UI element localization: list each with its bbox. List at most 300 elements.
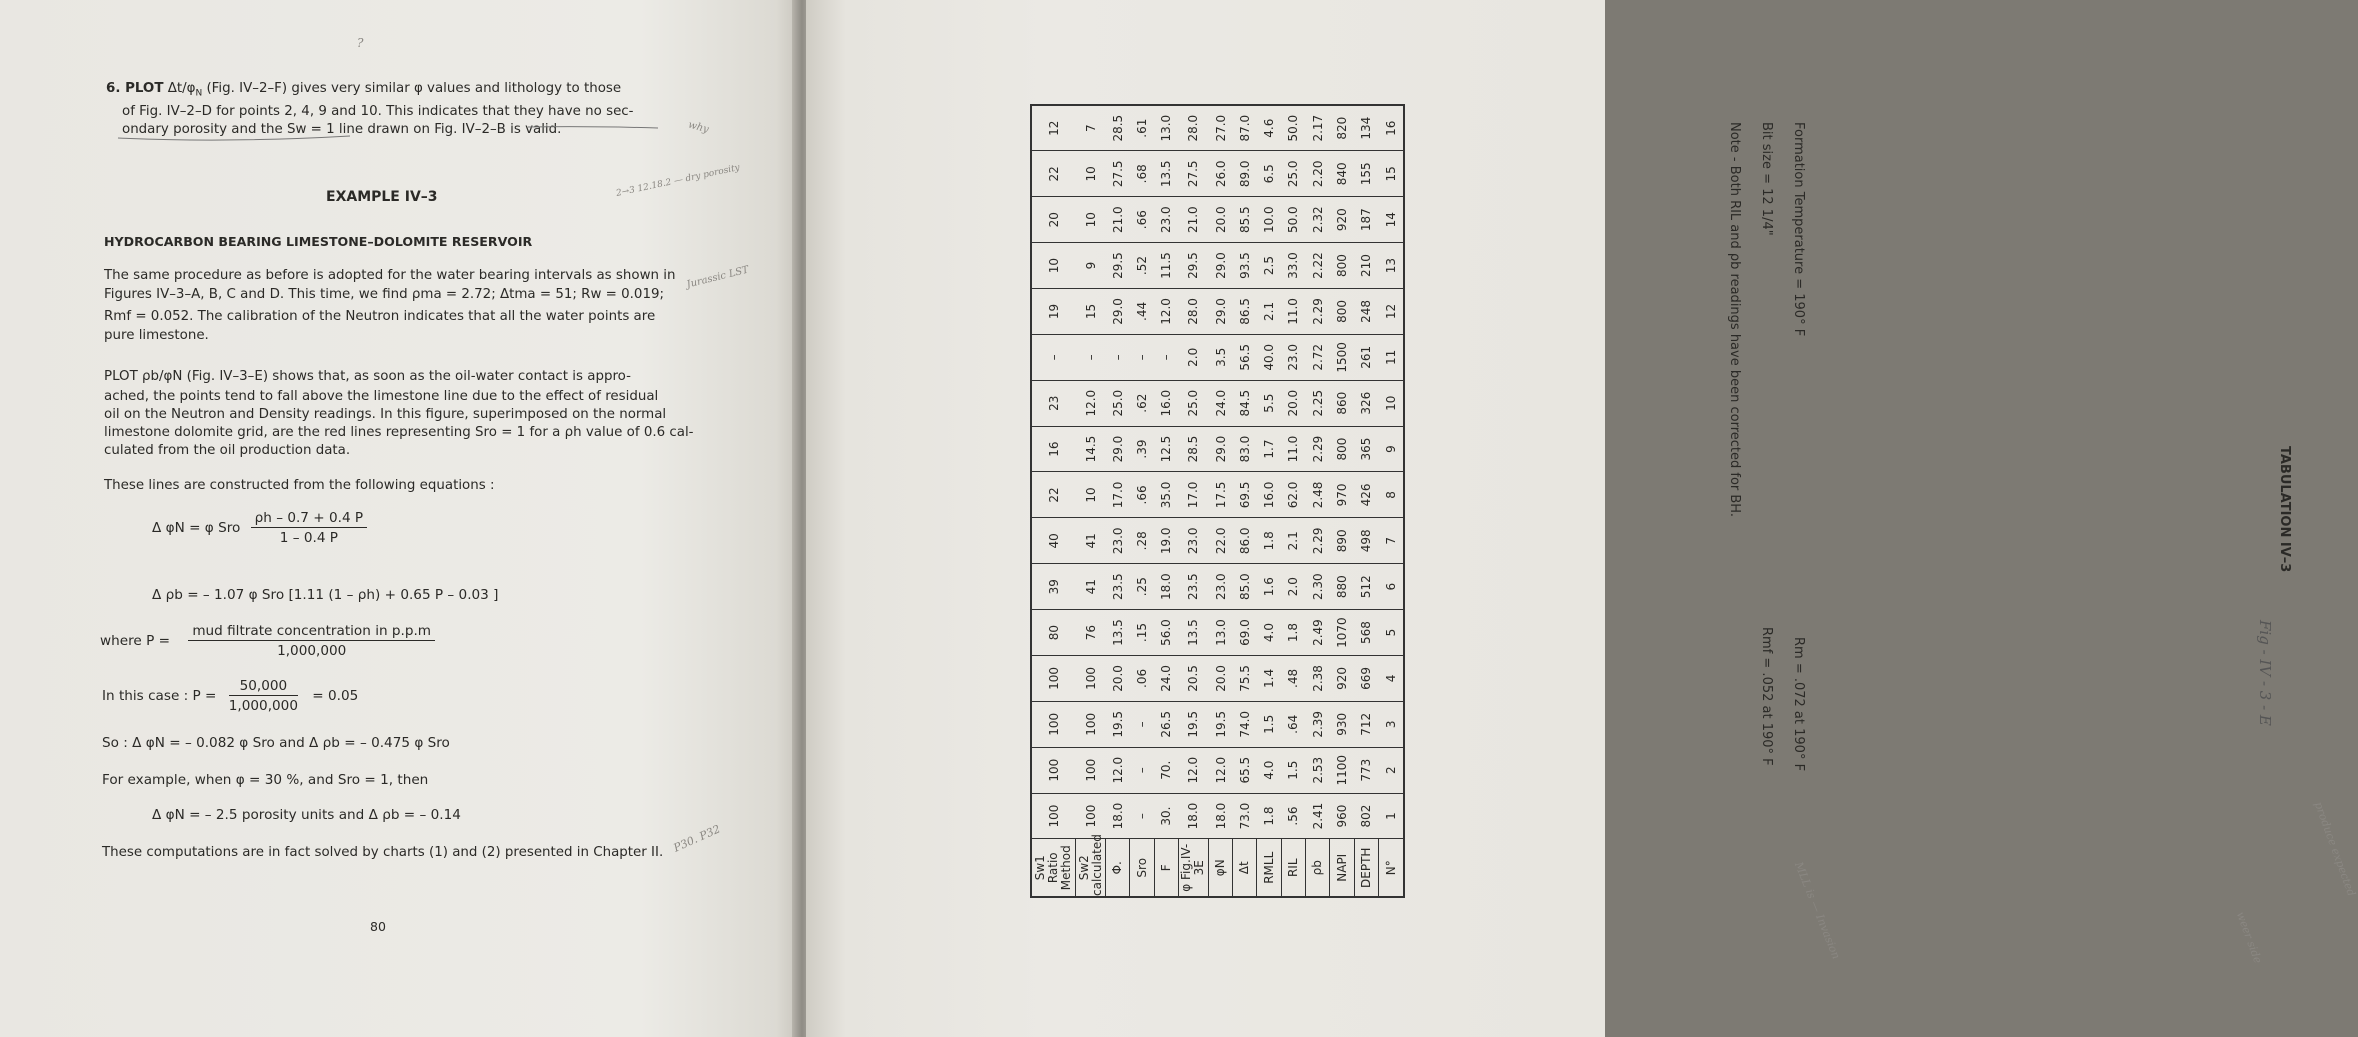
table-cell: 20.5 [1179, 656, 1209, 702]
table-cell: 10.0 [1257, 197, 1281, 243]
column-header: RMLL [1257, 839, 1281, 897]
handwritten-question: ? [357, 36, 364, 50]
table-cell: 712 [1354, 701, 1378, 747]
table-cell: 21.0 [1106, 197, 1130, 243]
table-cell: 18.0 [1208, 793, 1232, 839]
table-cell: 23.0 [1154, 197, 1178, 243]
para-same-line1: The same procedure as before is adopted for the water bearing intervals as shown in [104, 268, 676, 283]
table-cell: 19.5 [1179, 701, 1209, 747]
table-cell: 920 [1330, 197, 1354, 243]
table-cell: 65.5 [1233, 747, 1257, 793]
table-cell: 80 [1031, 610, 1076, 656]
table-cell: 75.5 [1233, 656, 1257, 702]
table-cell: 20.0 [1281, 380, 1305, 426]
table-cell: 2.53 [1306, 747, 1330, 793]
table-cell: 2.72 [1306, 334, 1330, 380]
table-cell: 4.6 [1257, 105, 1281, 151]
table-cell: 1.8 [1281, 610, 1305, 656]
table-cell: 2.29 [1306, 426, 1330, 472]
table-cell: 880 [1330, 564, 1354, 610]
handwritten-weer: weer side [2233, 910, 2265, 966]
table-cell: 134 [1354, 105, 1378, 151]
table-cell: 13.5 [1106, 610, 1130, 656]
para-plot-line1: PLOT ρb/φN (Fig. IV–3–E) shows that, as soon as the oil-water contact is appro- [104, 369, 631, 384]
note-formation-temp: Formation Temperature = 190° F [1791, 122, 1806, 337]
table-cell: 8 [1379, 472, 1404, 518]
table-cell: 11.0 [1281, 289, 1305, 335]
table-cell: 93.5 [1233, 243, 1257, 289]
table-cell: 56.5 [1233, 334, 1257, 380]
table-cell: 1.8 [1257, 793, 1281, 839]
table-cell: 7 [1076, 105, 1106, 151]
table-cell: 29.0 [1208, 289, 1232, 335]
table-cell: 13.0 [1154, 105, 1178, 151]
table-cell: 2.49 [1306, 610, 1330, 656]
table-cell: 23.0 [1179, 518, 1209, 564]
table-cell: .68 [1130, 151, 1154, 197]
table-cell: 3.5 [1208, 334, 1232, 380]
table-column-0 [1379, 105, 1404, 897]
table-cell: 960 [1330, 793, 1354, 839]
table-cell: 13.5 [1179, 610, 1209, 656]
table-cell: 2.48 [1306, 472, 1330, 518]
handwritten-underlines [118, 110, 678, 150]
table-cell: 100 [1076, 793, 1106, 839]
table-cell: 13.0 [1208, 610, 1232, 656]
example-line: For example, when φ = 30 %, and Sro = 1, then [102, 772, 429, 788]
table-cell: 5 [1379, 610, 1404, 656]
table-cell: .52 [1130, 243, 1154, 289]
table-cell: 6.5 [1257, 151, 1281, 197]
table-cell: 62.0 [1281, 472, 1305, 518]
table-cell: 39 [1031, 564, 1076, 610]
table-cell: 20 [1031, 197, 1076, 243]
table-cell: 73.0 [1233, 793, 1257, 839]
handwritten-produce: produce expected [2311, 800, 2358, 899]
equation-1 [152, 510, 367, 546]
table-cell: 1.7 [1257, 426, 1281, 472]
eq4-denominator: 1,000,000 [228, 698, 298, 714]
table-cell: 365 [1354, 426, 1378, 472]
table-cell: 840 [1330, 151, 1354, 197]
table-cell: 2 [1379, 747, 1404, 793]
table-cell: 19 [1031, 289, 1076, 335]
column-header: Sro [1130, 839, 1154, 897]
table-cell: 4 [1379, 656, 1404, 702]
table-cell: 23 [1031, 380, 1076, 426]
para6-line2: of Fig. IV–2–D for points 2, 4, 9 and 10. This indicates that they have no sec- [122, 104, 634, 119]
constructed-text: These lines are constructed from the following equations : [104, 478, 495, 493]
table-cell: 773 [1354, 747, 1378, 793]
table-cell: 16.0 [1154, 380, 1178, 426]
eq4-rhs: = 0.05 [312, 688, 359, 704]
table-cell: 23.0 [1208, 564, 1232, 610]
table-cell: 10 [1076, 197, 1106, 243]
table-cell: 12.5 [1154, 426, 1178, 472]
table-cell: 76 [1076, 610, 1106, 656]
handwritten-fig-ref: Fig - IV - 3 - E [2256, 620, 2274, 726]
table-cell: 86.0 [1233, 518, 1257, 564]
table-cell: 100 [1076, 701, 1106, 747]
table-cell: 426 [1354, 472, 1378, 518]
table-cell: – [1130, 747, 1154, 793]
table-cell: .56 [1281, 793, 1305, 839]
table-cell: – [1076, 334, 1106, 380]
table-cell: 100 [1031, 656, 1076, 702]
para-same-line2: Figures IV–3–A, B, C and D. This time, we find ρma = 2.72; Δtma = 51; Rw = 0.019; [104, 287, 664, 302]
table-cell: 20.0 [1208, 197, 1232, 243]
table-cell: 20.0 [1208, 656, 1232, 702]
table-cell: 9 [1076, 243, 1106, 289]
para6-line1: 6. PLOT $\Delta t/\varphi_N$ (Fig. IV–2–F) gives very similar φ values and lithology to those [106, 81, 622, 99]
table-cell: 15 [1076, 289, 1106, 335]
table-cell: 19.0 [1154, 518, 1178, 564]
table-cell: 13 [1379, 243, 1404, 289]
table-cell: 6 [1379, 564, 1404, 610]
table-cell: 24.0 [1154, 656, 1178, 702]
table-cell: .06 [1130, 656, 1154, 702]
column-header: Δt [1233, 839, 1257, 897]
equation-3 [100, 623, 435, 659]
table-cell: 12.0 [1179, 747, 1209, 793]
table-cell: 2.38 [1306, 656, 1330, 702]
table-cell: 69.5 [1233, 472, 1257, 518]
table-cell: 18.0 [1154, 564, 1178, 610]
table-cell: 50.0 [1281, 105, 1305, 151]
table-cell: – [1130, 334, 1154, 380]
table-cell: 10 [1076, 151, 1106, 197]
table-cell: 2.1 [1257, 289, 1281, 335]
table-cell: .48 [1281, 656, 1305, 702]
note-rm: Rm = .072 at 190° F [1791, 637, 1806, 772]
table-cell: 26.5 [1154, 701, 1178, 747]
table-cell: – [1130, 701, 1154, 747]
para-same-line3: Rmf = 0.052. The calibration of the Neutron indicates that all the water points are [104, 309, 656, 324]
table-cell: 16 [1379, 105, 1404, 151]
table-cell: 70. [1154, 747, 1178, 793]
table-cell: 22.0 [1208, 518, 1232, 564]
table-cell: – [1031, 334, 1076, 380]
table-cell: 2.25 [1306, 380, 1330, 426]
table-cell: 1.5 [1257, 701, 1281, 747]
table-cell: – [1154, 334, 1178, 380]
table-cell: .62 [1130, 380, 1154, 426]
table-cell: 187 [1354, 197, 1378, 243]
table-cell: 568 [1354, 610, 1378, 656]
table-cell: 22 [1031, 151, 1076, 197]
table-cell: 24.0 [1208, 380, 1232, 426]
table-cell: 83.0 [1233, 426, 1257, 472]
table-cell: 4.0 [1257, 610, 1281, 656]
table-cell: 12.0 [1076, 380, 1106, 426]
table-cell: 13.5 [1154, 151, 1178, 197]
table-column-8 [1179, 105, 1209, 897]
column-header: Φ. [1106, 839, 1130, 897]
computations-text: These computations are in fact solved by charts (1) and (2) presented in Chapter II. [102, 845, 664, 860]
table-cell: 261 [1354, 334, 1378, 380]
column-header: Sw2 calculated [1076, 834, 1104, 896]
table-cell: 11 [1379, 334, 1404, 380]
table-cell: 326 [1354, 380, 1378, 426]
table-cell: 41 [1076, 518, 1106, 564]
table-cell: 40.0 [1257, 334, 1281, 380]
table-cell: 2.29 [1306, 518, 1330, 564]
table-cell: 27.5 [1179, 151, 1209, 197]
table-cell: 2.17 [1306, 105, 1330, 151]
table-cell: 1 [1379, 793, 1404, 839]
eq1-denominator: 1 – 0.4 P [279, 530, 339, 546]
table-cell: 4.0 [1257, 747, 1281, 793]
table-cell: 40 [1031, 518, 1076, 564]
table-cell: 248 [1354, 289, 1378, 335]
table-cell: 2.0 [1281, 564, 1305, 610]
table-cell: 21.0 [1179, 197, 1209, 243]
table-column-9 [1154, 105, 1178, 897]
table-cell: 1.4 [1257, 656, 1281, 702]
equation-5: So : Δ φN = – 0.082 φ Sro and Δ ρb = – 0.475 φ Sro [102, 735, 450, 751]
handwritten-note-2: Jurassic LST [685, 264, 750, 291]
note-corrections: Note - Both RIL and ρb readings have been corrected for BH. [1727, 122, 1742, 517]
table-cell: 930 [1330, 701, 1354, 747]
table-cell: 10 [1379, 380, 1404, 426]
table-cell: 69.0 [1233, 610, 1257, 656]
eq3-lhs: where P = [100, 633, 170, 649]
table-cell: 29.0 [1106, 289, 1130, 335]
table-cell: 2.30 [1306, 564, 1330, 610]
table-cell: 86.5 [1233, 289, 1257, 335]
eq1-numerator: ρh – 0.7 + 0.4 P [251, 510, 367, 528]
table-column-7 [1208, 105, 1232, 897]
left-page [0, 0, 800, 1037]
table-cell: 17.5 [1208, 472, 1232, 518]
table-cell: 2.29 [1306, 289, 1330, 335]
handwritten-note-3: P30. P32 [671, 822, 723, 855]
table-cell: 23.0 [1106, 518, 1130, 564]
table-cell: 155 [1354, 151, 1378, 197]
table-cell: 1.5 [1281, 747, 1305, 793]
table-cell: 27.5 [1106, 151, 1130, 197]
table-cell: 1500 [1330, 334, 1354, 380]
table-cell: 26.0 [1208, 151, 1232, 197]
table-cell: 800 [1330, 426, 1354, 472]
table-cell: 11.0 [1281, 426, 1305, 472]
table-cell: 28.5 [1179, 426, 1209, 472]
para-plot-line3: oil on the Neutron and Density readings. In this figure, superimposed on the normal [104, 407, 667, 422]
table-cell: 100 [1031, 701, 1076, 747]
para-same-line4: pure limestone. [104, 328, 209, 343]
tabulation-title: TABULATION IV–3 [2277, 446, 2292, 573]
table-cell: .25 [1130, 564, 1154, 610]
table-cell: 35.0 [1154, 472, 1178, 518]
table-cell: 9 [1379, 426, 1404, 472]
table-column-11 [1106, 105, 1130, 897]
table-cell: 2.20 [1306, 151, 1330, 197]
table-cell: 56.0 [1154, 610, 1178, 656]
table-cell: .39 [1130, 426, 1154, 472]
table-column-1 [1354, 105, 1378, 897]
table-cell: .66 [1130, 472, 1154, 518]
table-cell: 89.0 [1233, 151, 1257, 197]
column-header: ρb [1306, 839, 1330, 897]
table-cell: 27.0 [1208, 105, 1232, 151]
table-cell: 29.0 [1106, 426, 1130, 472]
table-cell: 890 [1330, 518, 1354, 564]
table-cell: 5.5 [1257, 380, 1281, 426]
section-title: HYDROCARBON BEARING LIMESTONE–DOLOMITE RESERVOIR [104, 234, 533, 249]
table-cell: 28.0 [1179, 105, 1209, 151]
table-column-5 [1257, 105, 1281, 897]
equation-2: Δ ρb = – 1.07 φ Sro [1.11 (1 – ρh) + 0.65 P – 0.03 ] [152, 587, 499, 603]
table-cell: 23.5 [1179, 564, 1209, 610]
table-cell: 2.0 [1179, 334, 1209, 380]
table-cell: 87.0 [1233, 105, 1257, 151]
table-cell: 18.0 [1106, 793, 1130, 839]
page-number: 80 [370, 919, 386, 934]
table-cell: 2.32 [1306, 197, 1330, 243]
para-plot-line5: culated from the oil production data. [104, 443, 351, 458]
table-cell: 18.0 [1179, 793, 1209, 839]
table-cell: 100 [1076, 747, 1106, 793]
table-cell: 29.0 [1208, 426, 1232, 472]
table-cell: 25.0 [1281, 151, 1305, 197]
table-cell: 28.0 [1179, 289, 1209, 335]
table-cell: 29.5 [1106, 243, 1130, 289]
column-header: DEPTH [1354, 839, 1378, 897]
table-column-6 [1233, 105, 1257, 897]
eq4-lhs: In this case : P = [102, 688, 217, 704]
column-header: φN [1208, 839, 1232, 897]
table-cell: 74.0 [1233, 701, 1257, 747]
table-cell: 16.0 [1257, 472, 1281, 518]
table-cell: 860 [1330, 380, 1354, 426]
handwritten-why: why [686, 119, 710, 136]
table-cell: 800 [1330, 289, 1354, 335]
table-cell: 19.5 [1208, 701, 1232, 747]
table-cell: 970 [1330, 472, 1354, 518]
table-column-2 [1330, 105, 1354, 897]
table-cell: – [1130, 793, 1154, 839]
table-cell: 7 [1379, 518, 1404, 564]
table-cell: 17.0 [1179, 472, 1209, 518]
table-cell: 12.0 [1208, 747, 1232, 793]
table-cell: 498 [1354, 518, 1378, 564]
table-cell: 19.5 [1106, 701, 1130, 747]
table-cell: 30. [1154, 793, 1178, 839]
table-cell: 25.0 [1106, 380, 1130, 426]
column-header: N° [1379, 839, 1404, 897]
table-column-3 [1306, 105, 1330, 897]
table-cell: 29.5 [1179, 243, 1209, 289]
table-column-13 [1031, 105, 1076, 897]
column-header: Sw1 Ratio Method [1031, 839, 1076, 897]
table-cell: 802 [1354, 793, 1378, 839]
table-cell: 820 [1330, 105, 1354, 151]
table-cell: 2.1 [1281, 518, 1305, 564]
table-column-10 [1130, 105, 1154, 897]
table-cell: 15 [1379, 151, 1404, 197]
table-cell: .28 [1130, 518, 1154, 564]
table-cell: 22 [1031, 472, 1076, 518]
table-cell: 17.0 [1106, 472, 1130, 518]
table-cell: 3 [1379, 701, 1404, 747]
table-cell: 20.0 [1106, 656, 1130, 702]
table-cell: 10 [1076, 472, 1106, 518]
handwritten-note-1: 2→3 12.18.2 — dry porosity [615, 163, 741, 199]
table-cell: .64 [1281, 701, 1305, 747]
table-cell: 10 [1031, 243, 1076, 289]
table-cell: 25.0 [1179, 380, 1209, 426]
equation-4 [102, 678, 358, 714]
column-header: RIL [1281, 839, 1305, 897]
table-cell: 2.22 [1306, 243, 1330, 289]
eq1-lhs: Δ φN = φ Sro [152, 520, 241, 536]
table-cell: .66 [1130, 197, 1154, 243]
table-cell: 14 [1379, 197, 1404, 243]
para-plot-line2: ached, the points tend to fall above the limestone line due to the effect of residual [104, 389, 659, 404]
note-rmf: Rmf = .052 at 190° F [1759, 627, 1774, 766]
table-cell: 50.0 [1281, 197, 1305, 243]
table-cell: 210 [1354, 243, 1378, 289]
table-cell: 100 [1076, 656, 1106, 702]
table-cell: .44 [1130, 289, 1154, 335]
table-cell: 23.5 [1106, 564, 1130, 610]
table-cell: 920 [1330, 656, 1354, 702]
table-cell: 29.0 [1208, 243, 1232, 289]
table-cell: 100 [1031, 793, 1076, 839]
table-cell: 84.5 [1233, 380, 1257, 426]
table-cell: 12.0 [1106, 747, 1130, 793]
table-cell: – [1106, 334, 1130, 380]
table-cell: 1.8 [1257, 518, 1281, 564]
eq3-numerator: mud filtrate concentration in p.p.m [188, 623, 435, 641]
table-cell: 16 [1031, 426, 1076, 472]
table-cell: .61 [1130, 105, 1154, 151]
column-header: φ Fig.IV-3E [1179, 839, 1209, 897]
table-cell: 1100 [1330, 747, 1354, 793]
para6-line3: ondary porosity and the Sw = 1 line drawn on Fig. IV–2–B is valid. [122, 122, 562, 137]
table-cell: 28.5 [1106, 105, 1130, 151]
column-header: NAPI [1330, 839, 1354, 897]
note-bit-size: Bit size = 12 1/4" [1759, 122, 1774, 236]
table-cell: 1.6 [1257, 564, 1281, 610]
para-plot-line4: limestone dolomite grid, are the red lines representing Sro = 1 for a ρh value of 0.6 cal- [104, 425, 694, 440]
table-cell: 800 [1330, 243, 1354, 289]
table-cell: .15 [1130, 610, 1154, 656]
table-cell: 669 [1354, 656, 1378, 702]
table-cell: 14.5 [1076, 426, 1106, 472]
table-column-12 [1076, 105, 1106, 897]
table-column-4 [1281, 105, 1305, 897]
eq3-denominator: 1,000,000 [277, 643, 347, 659]
handwritten-mll: MLL is — Invasion [1791, 860, 1843, 961]
column-header: F [1154, 839, 1178, 897]
table-cell: 512 [1354, 564, 1378, 610]
table-cell: 1070 [1330, 610, 1354, 656]
table-cell: 12 [1379, 289, 1404, 335]
table-cell: 2.41 [1306, 793, 1330, 839]
table-cell: 11.5 [1154, 243, 1178, 289]
table-cell: 12.0 [1154, 289, 1178, 335]
table-cell: 12 [1031, 105, 1076, 151]
equation-6: Δ φN = – 2.5 porosity units and Δ ρb = – 0.14 [152, 807, 461, 823]
table-cell: 2.39 [1306, 701, 1330, 747]
table-cell: 23.0 [1281, 334, 1305, 380]
table-cell: 33.0 [1281, 243, 1305, 289]
table-cell: 41 [1076, 564, 1106, 610]
table-cell: 85.0 [1233, 564, 1257, 610]
table-cell: 2.5 [1257, 243, 1281, 289]
tabulation-table [1030, 104, 1405, 898]
